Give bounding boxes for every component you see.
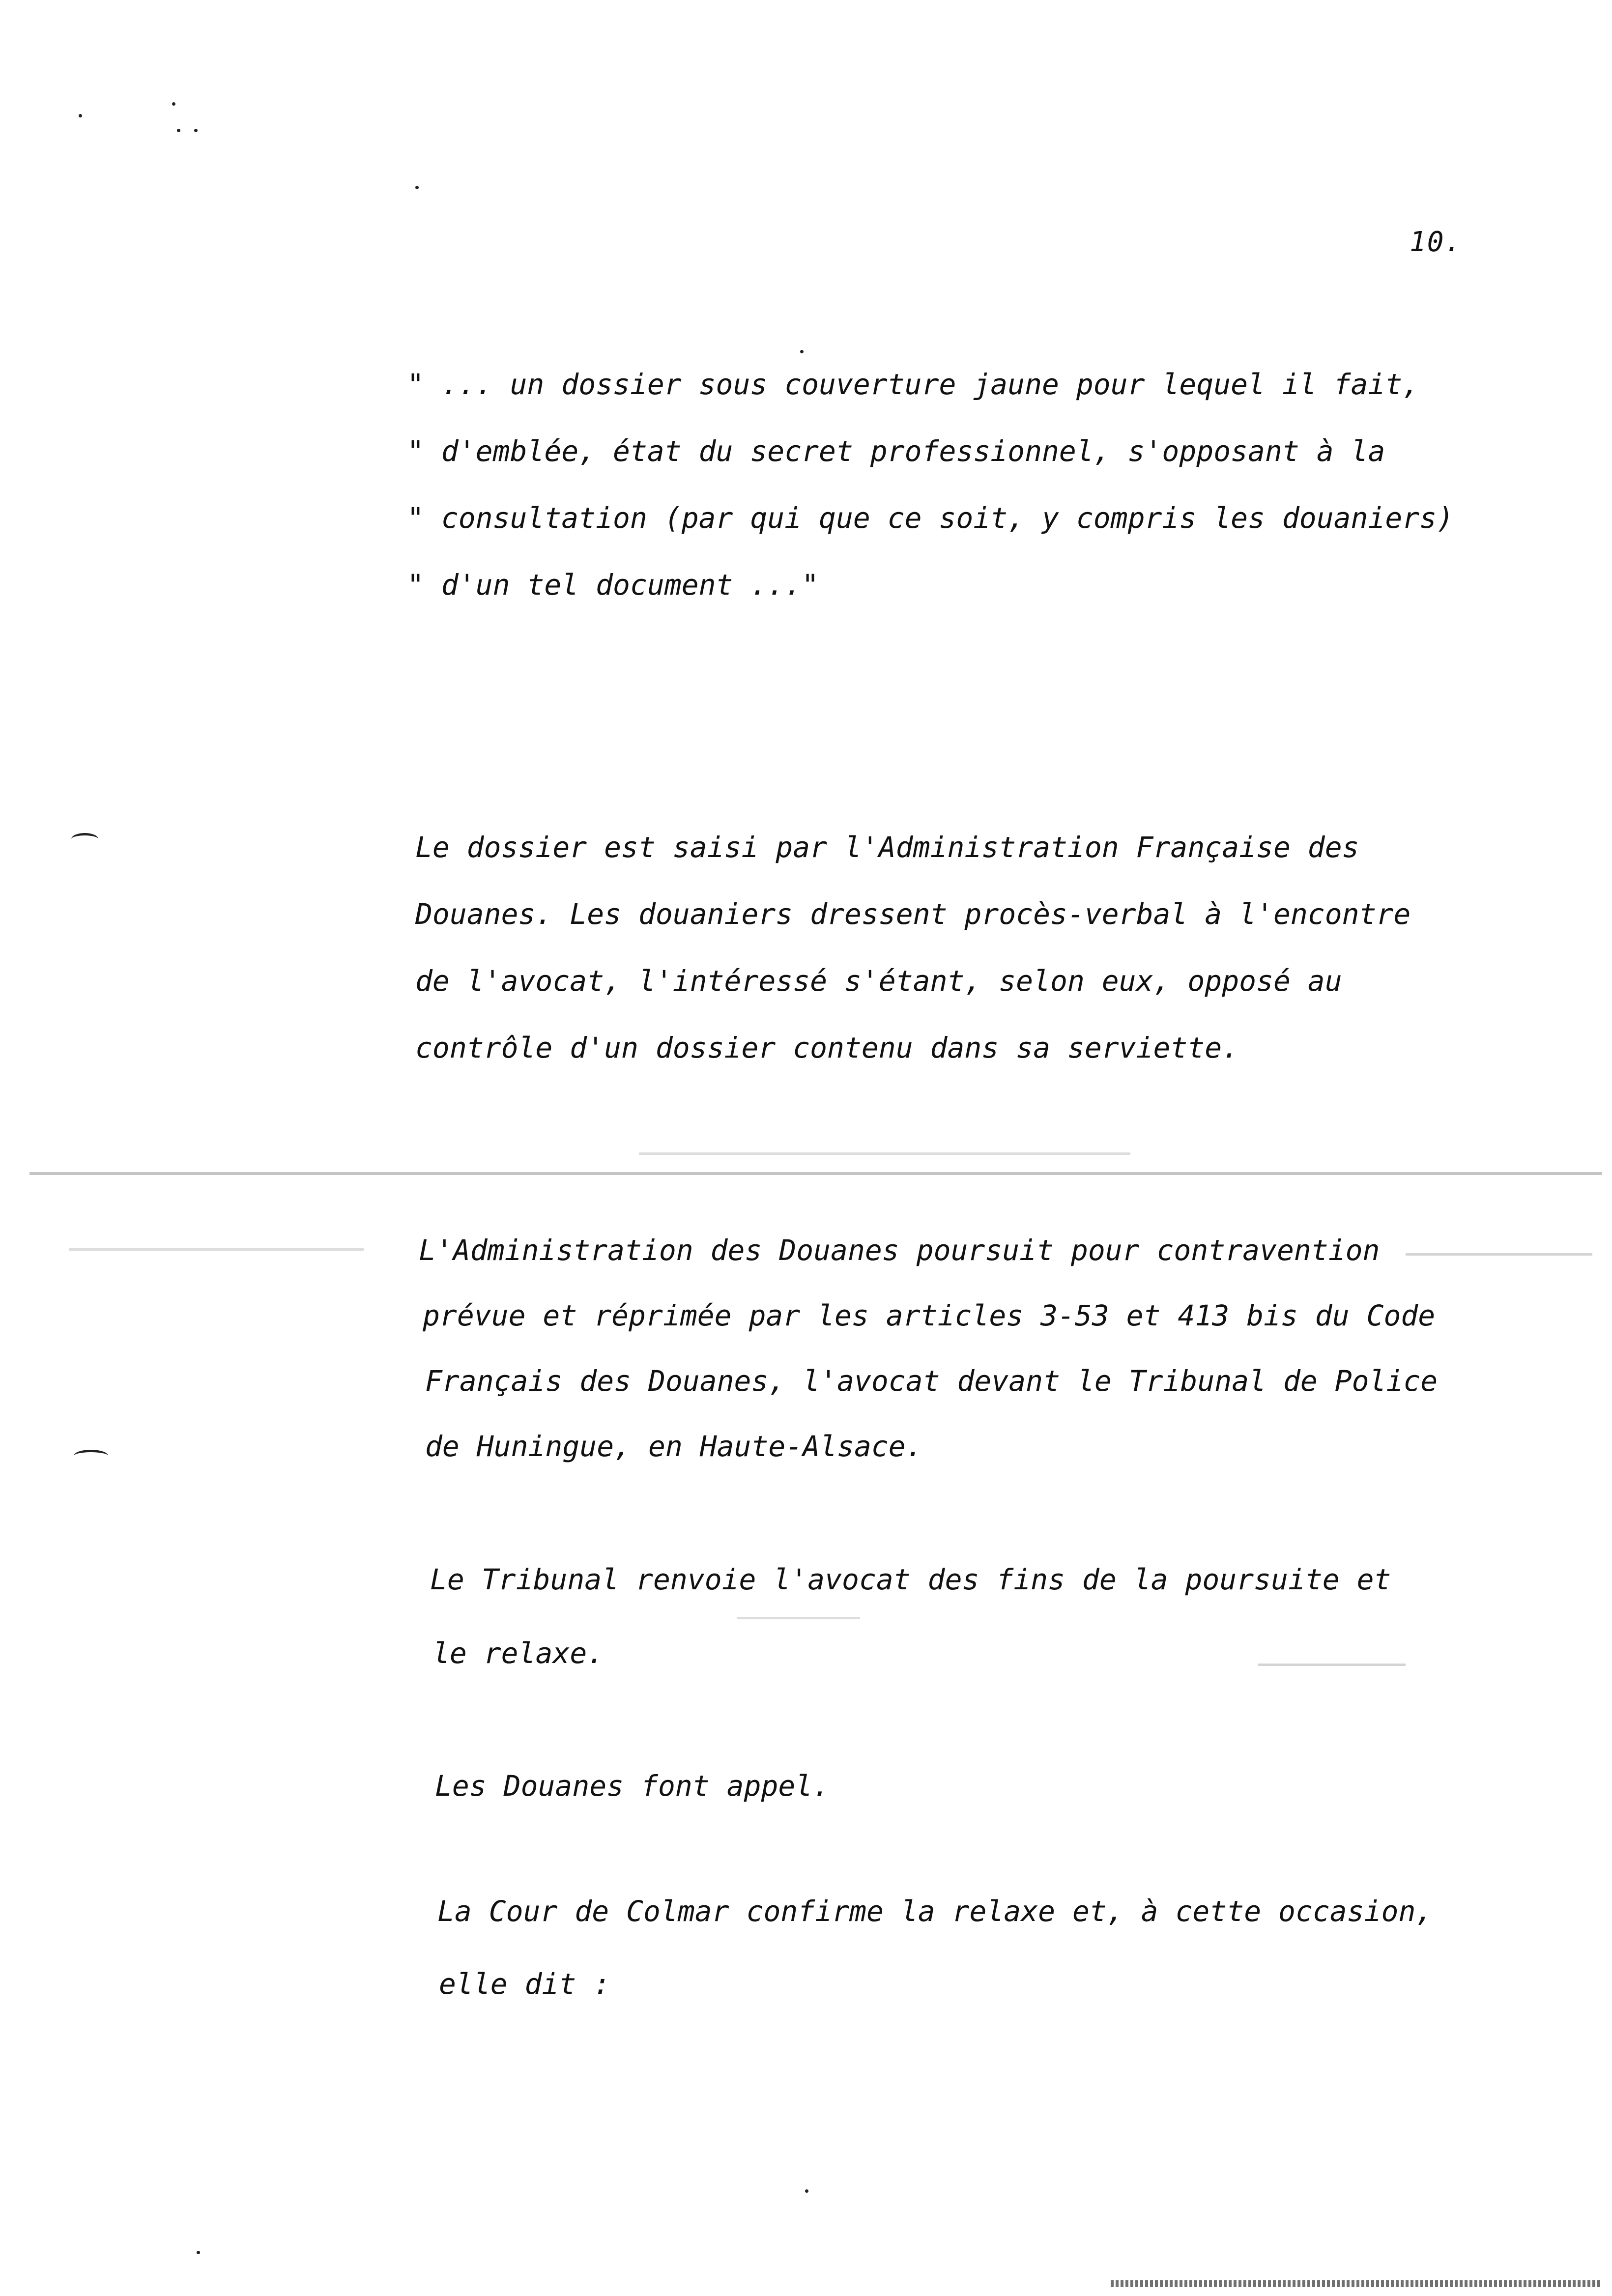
page-number: 10. bbox=[1410, 226, 1463, 258]
paragraph-line: L'Administration des Douanes poursuit pour contravention bbox=[419, 1234, 1380, 1267]
scan-noise-band bbox=[29, 1172, 1602, 1175]
scan-noise-band bbox=[639, 1152, 1130, 1155]
scan-mark bbox=[71, 833, 98, 845]
scan-speck bbox=[800, 350, 804, 353]
quote-line: " d'un tel document ..." bbox=[407, 568, 819, 602]
paragraph-line: prévue et réprimée par les articles 3-53 et 413 bis du Code bbox=[423, 1299, 1436, 1332]
paragraph-line: La Cour de Colmar confirme la relaxe et, à cette occasion, bbox=[437, 1894, 1433, 1928]
scan-noise-band bbox=[69, 1248, 364, 1251]
scan-speck bbox=[197, 2251, 200, 2254]
quote-line: " d'emblée, état du secret professionnel, s'opposant à la bbox=[407, 434, 1385, 468]
scan-mark bbox=[74, 1450, 108, 1462]
paragraph-line: le relaxe. bbox=[432, 1636, 604, 1670]
paragraph-line: Le dossier est saisi par l'Administration Française des bbox=[415, 831, 1359, 864]
scan-bottom-edge bbox=[1111, 2280, 1602, 2287]
scan-speck bbox=[194, 129, 198, 132]
paragraph-line: Les Douanes font appel. bbox=[435, 1769, 830, 1803]
scan-noise-band bbox=[737, 1617, 860, 1619]
scan-speck bbox=[177, 129, 180, 132]
scan-speck bbox=[805, 2189, 808, 2193]
paragraph-line: elle dit : bbox=[439, 1967, 611, 2001]
paragraph-line: de Huningue, en Haute-Alsace. bbox=[425, 1430, 923, 1463]
paragraph-line: contrôle d'un dossier contenu dans sa serviette. bbox=[415, 1031, 1239, 1064]
paragraph-line: de l'avocat, l'intéressé s'étant, selon eux, opposé au bbox=[415, 964, 1342, 998]
paragraph-line: Douanes. Les douaniers dressent procès-verbal à l'encontre bbox=[415, 897, 1411, 931]
paragraph-line: Le Tribunal renvoie l'avocat des fins de la poursuite et bbox=[430, 1563, 1391, 1596]
scan-noise-band bbox=[1406, 1253, 1592, 1256]
scan-speck bbox=[415, 186, 419, 189]
quote-line: " ... un dossier sous couverture jaune pour lequel il fait, bbox=[407, 368, 1420, 401]
scan-noise-band bbox=[1258, 1664, 1406, 1666]
quote-line: " consultation (par qui que ce soit, y compris les douaniers) bbox=[407, 501, 1454, 535]
scan-speck bbox=[79, 114, 82, 117]
scan-speck bbox=[172, 102, 175, 106]
paragraph-line: Français des Douanes, l'avocat devant le Tribunal de Police bbox=[425, 1364, 1438, 1398]
